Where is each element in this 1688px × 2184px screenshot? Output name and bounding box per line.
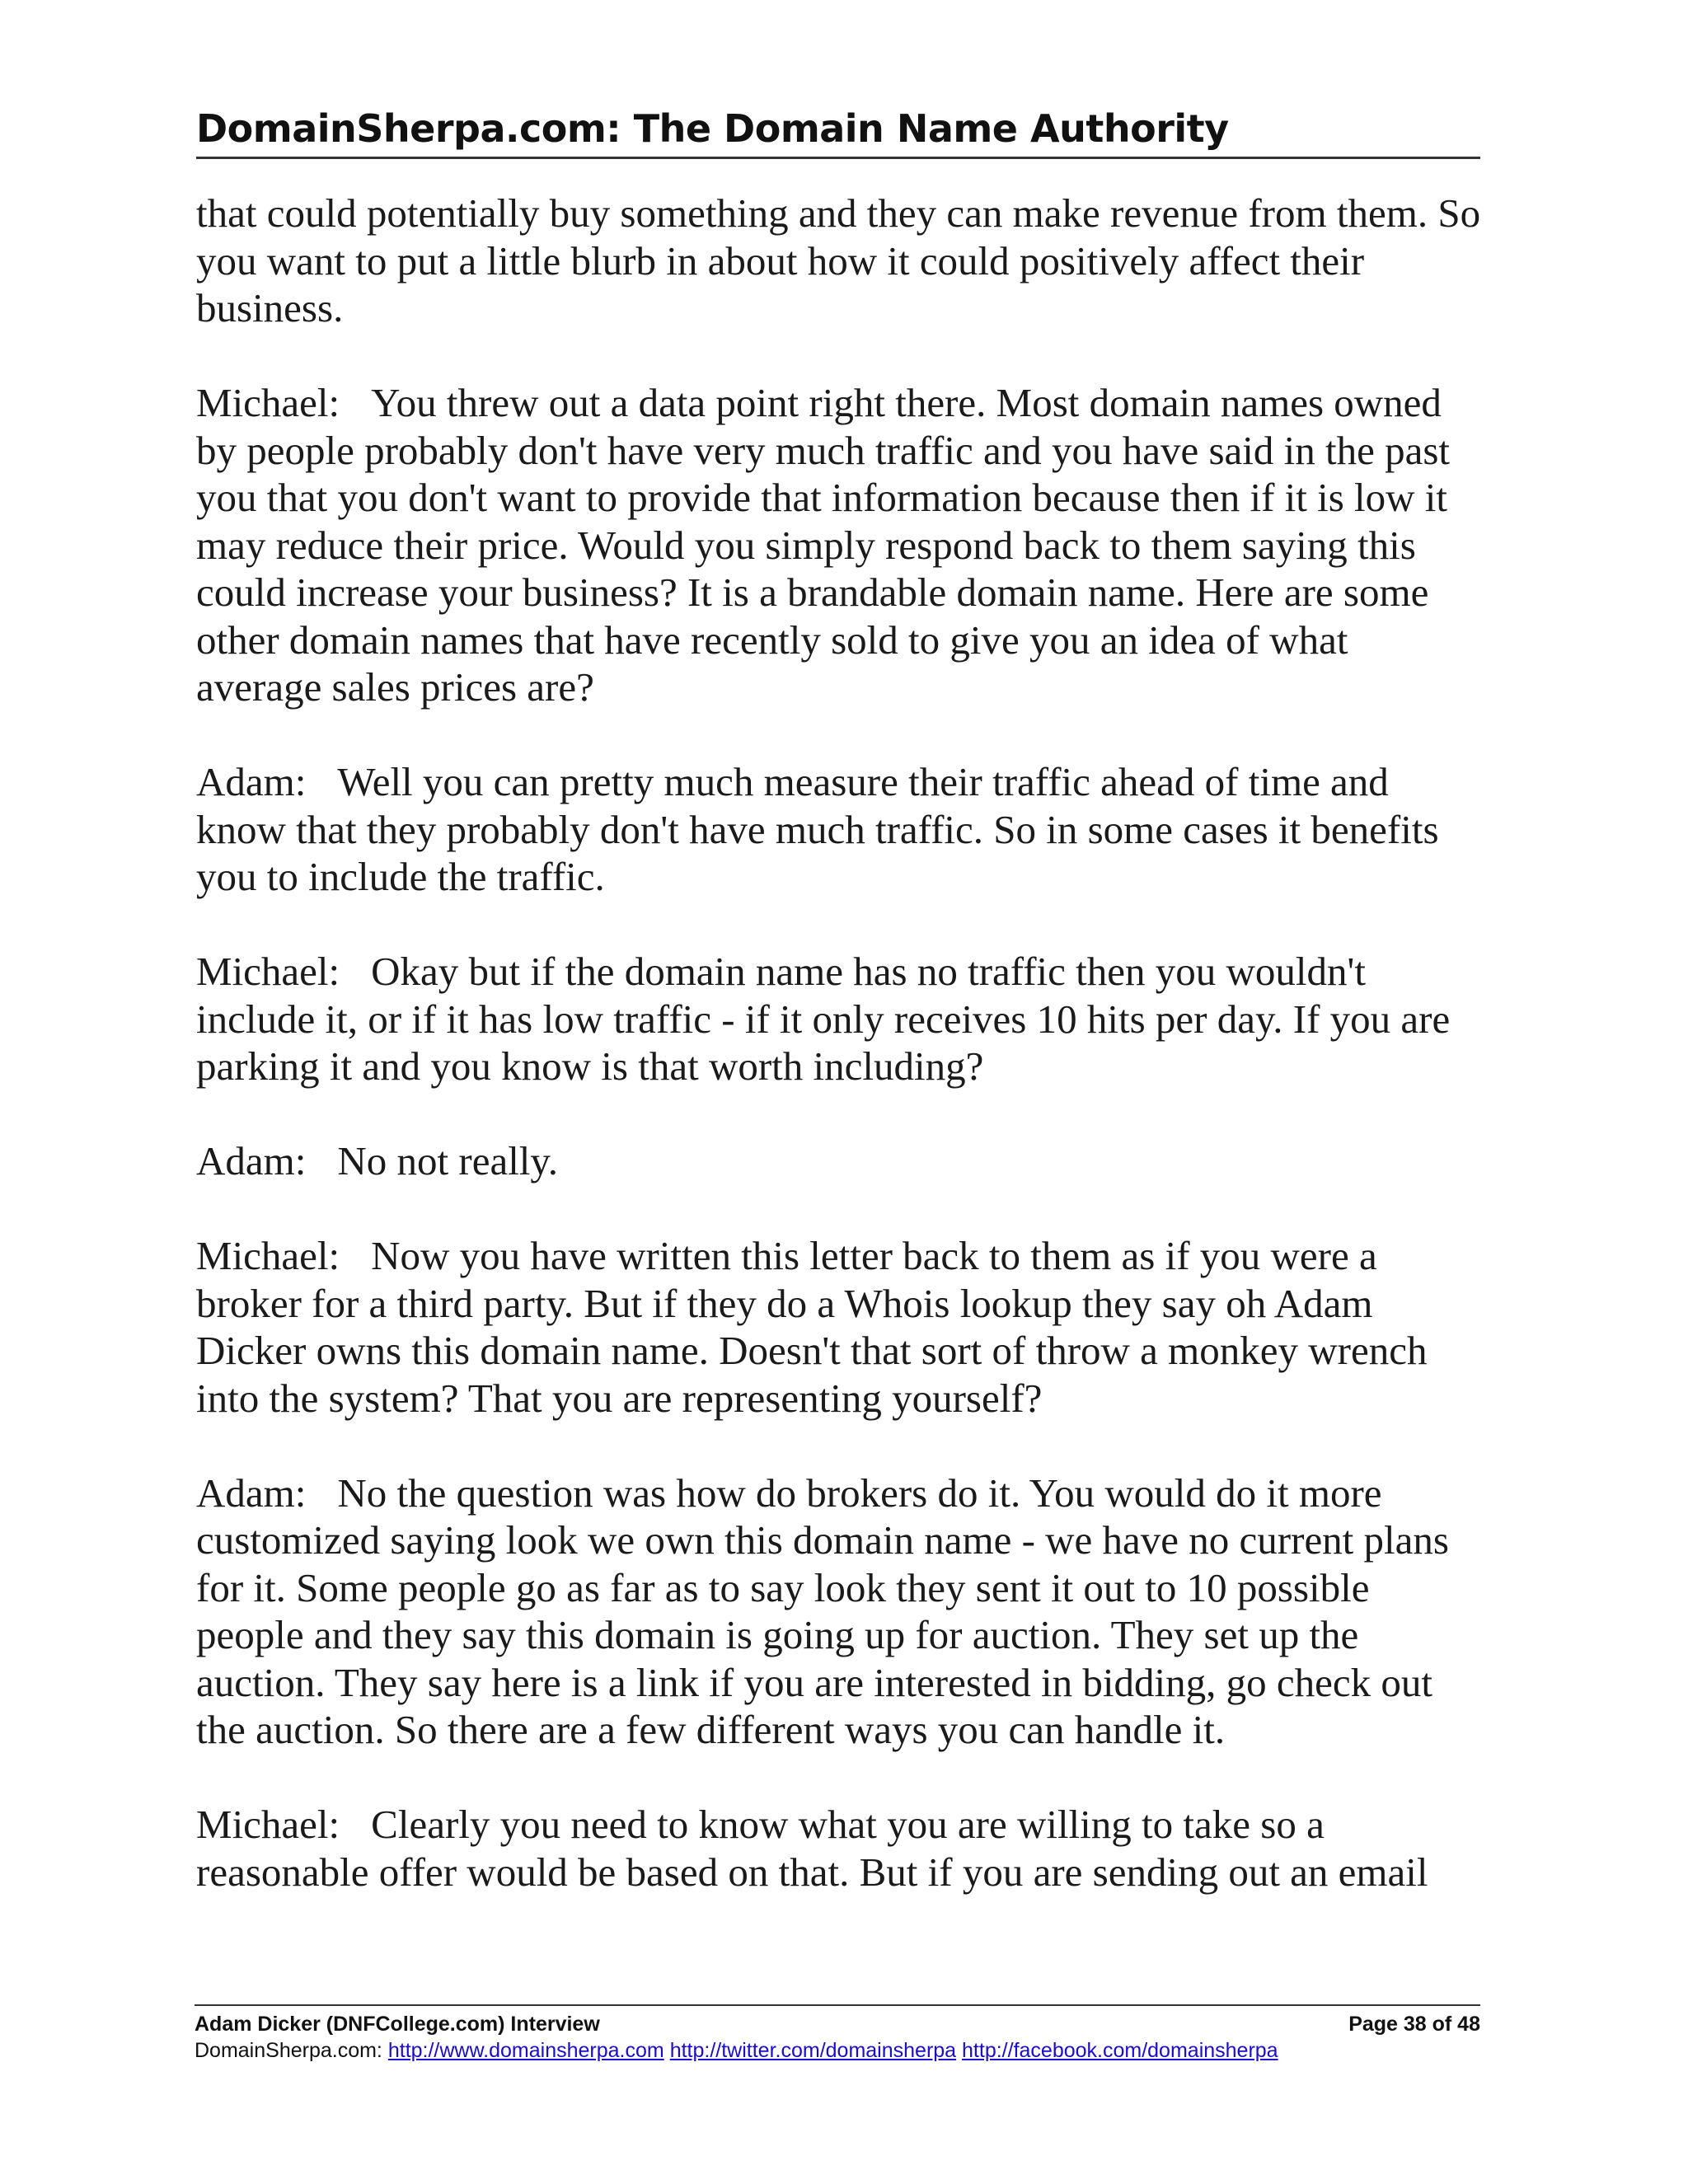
speaker-label: Michael:: [196, 380, 340, 425]
paragraph-text: Well you can pretty much measure their traffic ahead of time and know that they probably don't have much traffic. So in some cases it benefits you to include the traffic.: [196, 759, 1439, 899]
speaker-label: Michael:: [196, 1233, 340, 1278]
speaker-label: Michael:: [196, 1802, 340, 1847]
footer-link-twitter[interactable]: http://twitter.com/domainsherpa: [669, 2039, 957, 2062]
speaker-label: Adam:: [196, 1138, 307, 1183]
paragraph-continuation: [196, 190, 1482, 332]
footer-links-row: [195, 2037, 1480, 2064]
paragraph-text: No the question was how do brokers do it. You would do it more customized saying look we own this domain name - we have no current plans for it. Some people go as far as to say look they sent it out to 10 possible people and they say this domain is going up for auction. They set up the auction. They say here is a link if you are interested in bidding, go check out the auction. So there are a few different ways you can handle it.: [196, 1469, 1449, 1752]
paragraph: [196, 758, 1482, 901]
paragraph: [196, 1801, 1482, 1896]
page-header: [196, 101, 1480, 159]
speaker-label: Adam:: [196, 1469, 307, 1516]
footer-top-row: [195, 2011, 1480, 2037]
paragraph: [196, 948, 1482, 1090]
paragraph-text: You threw out a data point right there. Most domain names owned by people probably don't have very much traffic and you have said in the past you that you don't want to provide that information because then if it is low it may reduce their price. Would you simply respond back to them saying this could increase your business? It is a brandable domain name. Here are some other domain names that have recently sold to give you an idea of what average sales prices are?: [196, 380, 1451, 710]
footer-page-number: Page 38 of 48: [1348, 2013, 1480, 2036]
paragraph: [196, 379, 1482, 711]
paragraph-text: Now you have written this letter back to them as if you were a broker for a third party. But if they do a Whois lookup they say oh Adam Dicker owns this domain name. Doesn't that sort of throw a monkey wrench into the system? That you are representing yourself?: [196, 1233, 1428, 1421]
footer-site-label: DomainSherpa.com:: [195, 2039, 382, 2062]
footer-link-facebook[interactable]: http://facebook.com/domainsherpa: [962, 2039, 1278, 2062]
paragraph: [196, 1232, 1482, 1422]
paragraph: [196, 1469, 1482, 1754]
page-footer: [195, 2004, 1480, 2064]
paragraph-text: Clearly you need to know what you are willing to take so a reasonable offer would be based on that. But if you are sending out an email: [196, 1802, 1428, 1895]
speaker-label: Michael:: [196, 949, 340, 994]
paragraph-text: No not really.: [337, 1138, 558, 1183]
header-title: DomainSherpa.com: The Domain Name Authority: [196, 106, 1229, 151]
footer-link-website[interactable]: http://www.domainsherpa.com: [387, 2039, 664, 2062]
paragraph-text: that could potentially buy something and they can make revenue from them. So you want to put a little blurb in about how it could positively affect their business.: [196, 190, 1481, 330]
transcript-body: [196, 190, 1482, 1943]
footer-interview-title: Adam Dicker (DNFCollege.com) Interview: [195, 2013, 600, 2036]
speaker-label: Adam:: [196, 759, 307, 804]
paragraph-text: Okay but if the domain name has no traffic then you wouldn't include it, or if it has low traffic - if it only receives 10 hits per day. If you are parking it and you know is that worth including?: [196, 949, 1451, 1089]
paragraph: [196, 1137, 1482, 1185]
